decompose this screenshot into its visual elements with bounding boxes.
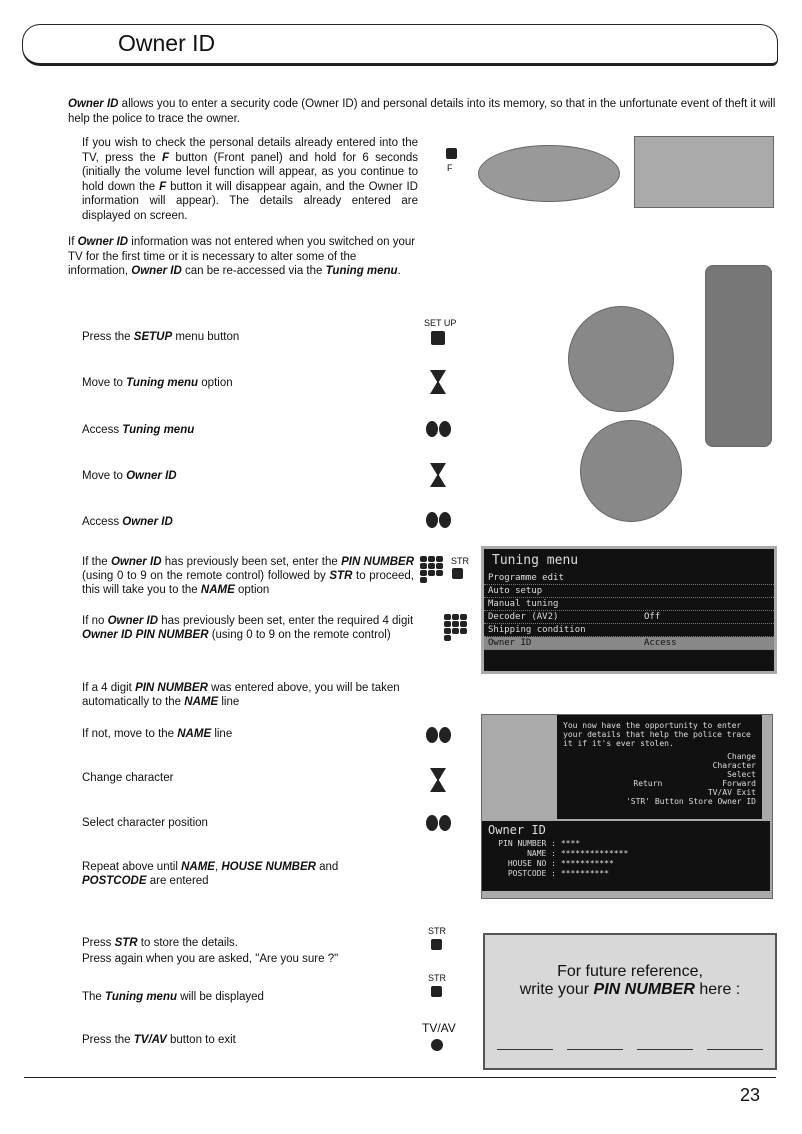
hint: Forward [722,779,756,788]
t: Press the [82,331,134,343]
number-keypad-icon [420,556,443,583]
field-label: HOUSE NO : [507,859,556,868]
t: Select character position [82,817,208,829]
str-label: STR [428,926,446,936]
up-down-arrows-icon [430,370,446,394]
t: has previously been set, enter the required 4 digit [158,615,414,627]
footer-divider [24,1077,776,1078]
t: Press [82,937,115,949]
t: (using 0 to 9 on the remote control) [208,629,391,641]
pin-entered-paragraph [82,681,418,709]
reference-line1: For future reference, [557,963,703,980]
str-button-icon [431,986,442,997]
remote-control-image [705,265,772,447]
t: button it will disappear again, and the Owner ID information will appear). The details already entered are displayed on screen. [82,180,418,222]
t: Decoder (AV2) [488,612,559,622]
t: and [315,861,339,873]
setup-label: SET UP [424,318,457,328]
t: STR [329,570,353,582]
t: Owner ID [131,265,182,277]
str-button-icon [452,568,463,579]
pin-new-paragraph [82,614,418,642]
exit-paragraph [82,1033,236,1047]
str-button-icon [431,939,442,950]
setup-button-icon [431,331,445,345]
menu-item [484,611,774,624]
t: HOUSE NUMBER [221,861,316,873]
t: Access [644,638,677,648]
hint: Character [712,761,756,770]
t: has previously been set, enter the [161,556,342,568]
tuning-menu-screen [481,546,777,674]
t: PIN NUMBER [135,682,208,694]
pin-write-lines [497,1049,763,1050]
t: (using 0 to 9 on the remote control) followed by [82,570,330,582]
t: are entered [146,875,209,887]
step-move-owner [82,469,177,483]
t: The [82,991,106,1003]
t: line [218,696,240,708]
remote-buttons-image [580,420,682,522]
t: information was not entered when you switched on your TV for the first time or it is necessary to alter some of the information, [68,236,416,277]
owner-info-panel [557,715,762,819]
t: Owner ID [77,236,129,248]
t: TV/AV [133,1034,167,1046]
step-access-tuning [82,423,194,437]
pin-set-paragraph [82,555,414,597]
tvav-button-icon [431,1039,443,1051]
tvav-label: TV/AV [422,1021,456,1035]
t: , [214,861,222,873]
t: Press the [82,1034,134,1046]
tuning-menu-title: Tuning menu [492,553,579,568]
pin-reference-box [483,933,777,1070]
check-paragraph [82,136,418,223]
intro-paragraph [68,97,780,126]
left-right-arrows-icon [426,512,452,530]
t: Tuning menu [126,377,199,389]
t: here : [694,981,741,998]
t: Tuning menu [122,424,195,436]
intro-text: allows you to enter a security code (Owner ID) and personal details into its memory, so that in the unfortunate event of theft it will help the police to trace the owner. [68,98,776,125]
str-label: STR [451,556,469,566]
t: to proceed, this will take you to the [82,570,414,596]
t: NAME [181,861,215,873]
menu-item: Shipping condition [484,624,774,637]
t: Change character [82,772,174,784]
t: STR [114,937,138,949]
page-title: Owner ID [118,30,216,56]
left-right-arrows-icon [426,727,452,745]
t: Off [644,612,661,622]
owner-fields-panel [482,821,770,891]
field-value: ************** [560,849,629,858]
t: option [234,584,270,596]
t: Tuning menu [105,991,177,1003]
t: If you wish to check the personal details already entered into the TV, press the [82,137,418,164]
number-keypad-icon [444,614,467,641]
page-number: 23 [739,1085,760,1105]
t: Access [82,516,123,528]
step-select-position [82,816,208,830]
up-down-arrows-icon [430,768,446,792]
t: PIN NUMBER [593,981,695,998]
t: will be displayed [177,991,264,1003]
t: If not, move to the [82,728,178,740]
f-button-label: F [447,163,453,173]
t: Press again when you are asked, "Are you sure ?" [82,953,339,965]
left-right-arrows-icon [426,421,452,439]
field-label: POSTCODE : [507,869,556,878]
step-name-line [82,727,232,741]
field-value: **** [560,839,581,848]
t: was entered above, you will be taken automatically to the [82,682,400,708]
field-label: PIN NUMBER : [498,839,556,848]
t: option [198,377,233,389]
t: F [161,151,170,164]
hint: 'STR' Button Store Owner ID [625,797,756,806]
t: Owner ID [488,638,532,648]
reaccess-paragraph [68,235,416,279]
t: If [68,236,78,248]
hint: Return [633,779,663,788]
tv-front-panel-image [478,145,620,202]
t: If the [82,556,111,568]
t: Owner ID [107,615,159,627]
t: SETUP [133,331,173,343]
owner-id-title: Owner ID [488,823,546,837]
t: NAME [200,584,235,596]
up-down-arrows-icon [430,463,446,487]
t: Move to [82,470,127,482]
field-value: ********** [560,869,609,878]
left-right-arrows-icon [426,815,452,833]
t: NAME [177,728,212,740]
field-label: NAME : [527,849,556,858]
hint: Select [727,770,756,779]
menu-item: Manual tuning [484,598,774,611]
owner-id-screen [481,714,773,899]
t: If a 4 digit [82,682,136,694]
t: Owner ID [126,470,177,482]
t: Owner ID PIN NUMBER [82,629,209,641]
step-access-owner [82,515,173,529]
step-setup [82,330,239,344]
store-paragraph [82,935,338,967]
t: POSTCODE [82,875,147,887]
hint: Change [727,752,756,761]
owner-info-text: You now have the opportunity to enter your details that help the police trace it if it's ever stolen. [563,721,751,748]
t: Owner ID [110,556,162,568]
field-value: *********** [560,859,614,868]
t: Owner ID [122,516,173,528]
t: Access [82,424,123,436]
t: button to exit [166,1034,236,1046]
t: line [211,728,233,740]
f-button-icon [446,148,457,159]
hint: TV/AV Exit [707,788,756,797]
t: Move to [82,377,127,389]
t: to store the details. [137,937,238,949]
t: button (Front panel) and hold for 6 seconds (initially the volume level function will appear, as you continue to hold down the [82,151,418,193]
tv-image [634,136,774,208]
t: menu button [172,331,240,343]
str-label: STR [428,973,446,983]
displayed-paragraph [82,990,264,1004]
menu-item-selected [484,637,774,650]
repeat-paragraph [82,860,382,888]
t: write your [519,981,594,998]
t: If no [82,615,108,627]
step-move-tuning [82,376,233,390]
remote-dpad-image [568,306,674,412]
t: Tuning menu [325,265,398,277]
t: NAME [184,696,219,708]
intro-bold: Owner ID [68,98,119,110]
menu-item: Programme edit [484,572,774,585]
step-change-char [82,771,173,785]
menu-item: Auto setup [484,585,774,598]
t: F [159,180,167,193]
t: . [397,265,401,277]
t: Repeat above until [82,861,182,873]
t: can be re-accessed via the [181,265,326,277]
t: PIN NUMBER [341,556,414,568]
